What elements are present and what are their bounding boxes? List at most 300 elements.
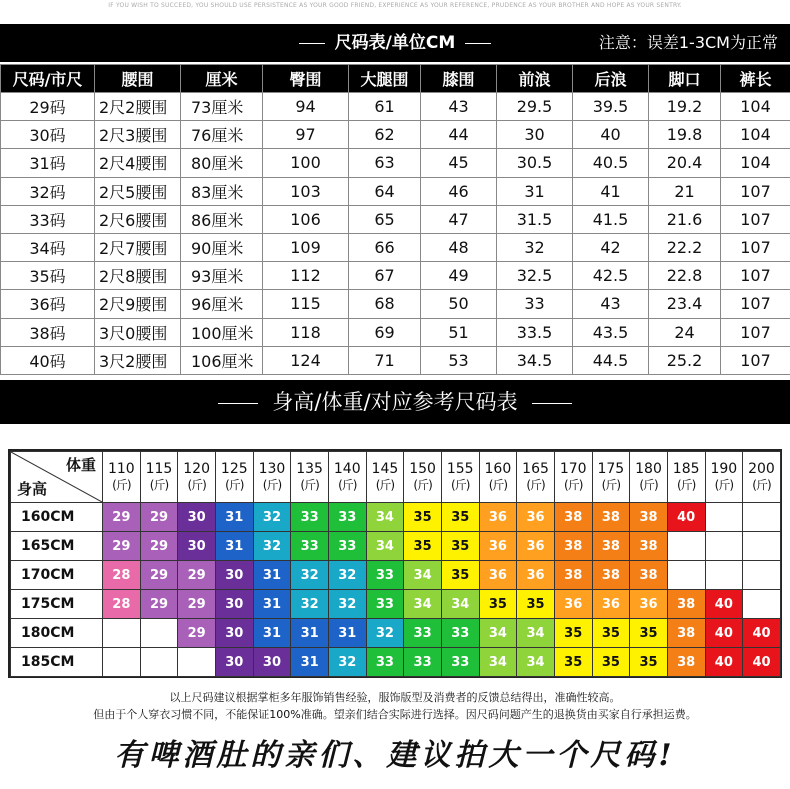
height-row <box>11 590 781 619</box>
size-recommendation-cell: 38 <box>554 532 592 561</box>
top-motto: IF YOU WISH TO SUCCEED, YOU SHOULD USE PERSISTENCE AS YOUR GOOD FRIEND, EXPERIENCE AS YOUR REFERENCE, PRUDENCE AS YOUR BROTHER AND HOPE AS YOUR SENTRY. <box>108 2 682 9</box>
size-cell: 107 <box>721 177 790 205</box>
size-cell: 83厘米 <box>181 177 263 205</box>
size-recommendation-cell: 28 <box>103 561 141 590</box>
size-recommendation-cell: 30 <box>178 503 216 532</box>
size-cell: 30.5 <box>497 149 573 177</box>
weight-header-cell <box>441 452 479 503</box>
height-weight-chart <box>8 449 782 678</box>
size-cell: 124 <box>263 346 349 374</box>
size-recommendation-cell: 31 <box>215 503 253 532</box>
size-recommendation-cell: 35 <box>517 590 555 619</box>
size-row <box>1 318 790 346</box>
size-recommendation-cell: 29 <box>140 503 178 532</box>
size-cell: 44 <box>421 121 497 149</box>
size-cell: 21.6 <box>649 205 721 233</box>
size-cell: 45 <box>421 149 497 177</box>
size-cell: 41 <box>573 177 649 205</box>
size-recommendation-cell: 35 <box>630 619 668 648</box>
corner-cell <box>11 452 103 503</box>
size-cell: 22.8 <box>649 262 721 290</box>
size-recommendation-cell: 36 <box>517 561 555 590</box>
height-label: 170CM <box>11 561 103 590</box>
height-label: 160CM <box>11 503 103 532</box>
size-recommendation-cell <box>103 619 141 648</box>
size-cell: 21 <box>649 177 721 205</box>
size-recommendation-cell: 32 <box>253 503 291 532</box>
size-recommendation-cell: 38 <box>630 503 668 532</box>
size-recommendation-cell: 30 <box>215 590 253 619</box>
size-cell: 100 <box>263 149 349 177</box>
weight-value: 110 <box>107 461 135 477</box>
size-cell: 23.4 <box>649 290 721 318</box>
size-recommendation-cell: 28 <box>103 590 141 619</box>
size-row <box>1 149 790 177</box>
size-cell: 115 <box>263 290 349 318</box>
size-recommendation-cell: 32 <box>328 590 366 619</box>
size-recommendation-cell: 34 <box>479 648 517 677</box>
size-recommendation-cell: 35 <box>441 503 479 532</box>
size-cell: 96厘米 <box>181 290 263 318</box>
weight-unit: (斤) <box>714 478 734 492</box>
weight-value: 130 <box>258 461 286 477</box>
size-cell: 107 <box>721 290 790 318</box>
size-recommendation-cell: 38 <box>554 503 592 532</box>
weight-value: 170 <box>559 461 587 477</box>
weight-header-row <box>11 452 781 503</box>
size-recommendation-cell: 34 <box>517 619 555 648</box>
size-recommendation-cell: 38 <box>554 561 592 590</box>
size-recommendation-cell: 38 <box>630 532 668 561</box>
size-cell: 2尺3腰围 <box>95 121 181 149</box>
size-cell: 94 <box>263 93 349 121</box>
size-cell: 36码 <box>1 290 95 318</box>
size-recommendation-cell: 35 <box>592 619 630 648</box>
size-recommendation-cell <box>140 619 178 648</box>
size-cell: 19.2 <box>649 93 721 121</box>
size-cell: 44.5 <box>573 346 649 374</box>
size-cell: 24 <box>649 318 721 346</box>
size-cell: 66 <box>349 233 421 261</box>
size-header-cell: 臀围 <box>263 65 349 93</box>
size-recommendation-cell <box>743 561 781 590</box>
size-cell: 29.5 <box>497 93 573 121</box>
size-cell: 31 <box>497 177 573 205</box>
size-recommendation-cell: 33 <box>291 532 329 561</box>
weight-unit: (斤) <box>187 478 206 492</box>
size-recommendation-cell: 31 <box>253 561 291 590</box>
size-recommendation-cell: 36 <box>479 503 517 532</box>
size-recommendation-cell: 35 <box>441 532 479 561</box>
size-cell: 68 <box>349 290 421 318</box>
weight-header-cell <box>291 452 329 503</box>
size-recommendation-cell: 35 <box>404 503 442 532</box>
weight-value: 115 <box>145 461 173 477</box>
size-cell: 47 <box>421 205 497 233</box>
size-header-cell: 膝围 <box>421 65 497 93</box>
size-cell: 103 <box>263 177 349 205</box>
weight-unit: (斤) <box>451 478 470 492</box>
weight-header-cell <box>630 452 668 503</box>
size-cell: 34码 <box>1 233 95 261</box>
size-cell: 33.5 <box>497 318 573 346</box>
size-recommendation-cell: 32 <box>328 561 366 590</box>
size-cell: 40 <box>573 121 649 149</box>
size-recommendation-cell: 36 <box>592 590 630 619</box>
size-recommendation-cell <box>743 503 781 532</box>
size-header-cell: 后浪 <box>573 65 649 93</box>
size-recommendation-cell: 34 <box>517 648 555 677</box>
weight-header-cell <box>178 452 216 503</box>
weight-header-cell <box>215 452 253 503</box>
size-row <box>1 205 790 233</box>
size-cell: 90厘米 <box>181 233 263 261</box>
size-cell: 43.5 <box>573 318 649 346</box>
size-recommendation-cell: 35 <box>554 648 592 677</box>
tolerance-note: 注意：误差1-3CM为正常 <box>598 33 778 52</box>
weight-header-cell <box>705 452 743 503</box>
size-recommendation-cell: 34 <box>479 619 517 648</box>
size-header-cell: 腰围 <box>95 65 181 93</box>
size-table <box>0 64 790 375</box>
size-recommendation-cell <box>705 503 743 532</box>
size-cell: 107 <box>721 318 790 346</box>
size-recommendation-cell: 31 <box>328 619 366 648</box>
size-recommendation-cell: 35 <box>479 590 517 619</box>
size-recommendation-cell: 31 <box>291 619 329 648</box>
weight-unit: (斤) <box>262 478 282 492</box>
weight-header-cell <box>592 452 630 503</box>
size-recommendation-cell: 34 <box>404 561 442 590</box>
size-cell: 2尺7腰围 <box>95 233 181 261</box>
weight-header-cell <box>479 452 517 503</box>
weight-value: 190 <box>710 461 738 477</box>
size-table-header <box>1 65 790 93</box>
weight-value: 135 <box>296 461 323 477</box>
weight-header-cell <box>140 452 178 503</box>
size-recommendation-cell: 34 <box>441 590 479 619</box>
weight-header-cell <box>328 452 366 503</box>
size-cell: 53 <box>421 346 497 374</box>
size-recommendation-cell: 30 <box>253 648 291 677</box>
beer-belly-tip: 有啤酒肚的亲们、建议拍大一个尺码! <box>114 738 676 773</box>
weight-header-cell <box>366 452 404 503</box>
size-recommendation-cell: 35 <box>441 561 479 590</box>
size-cell: 112 <box>263 262 349 290</box>
size-header-cell: 大腿围 <box>349 65 421 93</box>
size-recommendation-cell: 33 <box>366 590 404 619</box>
size-recommendation-cell: 38 <box>592 503 630 532</box>
size-recommendation-cell: 35 <box>630 648 668 677</box>
weight-header-cell <box>667 452 705 503</box>
size-recommendation-cell: 38 <box>592 532 630 561</box>
size-cell: 65 <box>349 205 421 233</box>
size-cell: 34.5 <box>497 346 573 374</box>
height-label: 165CM <box>11 532 103 561</box>
size-cell: 46 <box>421 177 497 205</box>
size-cell: 35码 <box>1 262 95 290</box>
weight-value: 140 <box>333 461 361 477</box>
size-cell: 40.5 <box>573 149 649 177</box>
size-cell: 73厘米 <box>181 93 263 121</box>
size-recommendation-cell: 36 <box>479 561 517 590</box>
weight-header-cell <box>743 452 781 503</box>
size-row <box>1 233 790 261</box>
size-chart-title: 尺码表/单位CM <box>334 33 456 53</box>
size-recommendation-cell: 34 <box>366 503 404 532</box>
height-label: 185CM <box>11 648 103 677</box>
size-cell: 3尺2腰围 <box>95 346 181 374</box>
weight-value: 155 <box>446 461 474 477</box>
weight-header-cell <box>103 452 141 503</box>
height-weight-title: 身高/体重/对应参考尺码表 <box>272 390 518 414</box>
size-recommendation-cell <box>178 648 216 677</box>
size-recommendation-cell: 32 <box>291 590 329 619</box>
height-row <box>11 619 781 648</box>
weight-header-cell <box>404 452 442 503</box>
size-recommendation-cell: 36 <box>554 590 592 619</box>
footer-note-1: 以上尺码建议根据掌柜多年服饰销售经验，服饰版型及消费者的反馈总结得出，准确性较高。 <box>169 691 621 704</box>
weight-unit: (斤) <box>488 478 508 492</box>
size-recommendation-cell: 30 <box>215 648 253 677</box>
size-cell: 63 <box>349 149 421 177</box>
size-cell: 106 <box>263 205 349 233</box>
size-recommendation-cell <box>667 532 705 561</box>
size-recommendation-cell: 29 <box>178 590 216 619</box>
size-recommendation-cell: 38 <box>667 590 705 619</box>
size-cell: 30码 <box>1 121 95 149</box>
size-recommendation-cell: 33 <box>404 648 442 677</box>
size-recommendation-cell <box>140 648 178 677</box>
size-cell: 20.4 <box>649 149 721 177</box>
weight-unit: (斤) <box>112 478 131 492</box>
size-recommendation-cell: 33 <box>366 648 404 677</box>
size-recommendation-cell: 33 <box>441 619 479 648</box>
size-recommendation-cell: 36 <box>479 532 517 561</box>
weight-unit: (斤) <box>676 478 696 492</box>
size-recommendation-cell: 32 <box>253 532 291 561</box>
size-cell: 80厘米 <box>181 149 263 177</box>
size-recommendation-cell: 29 <box>178 561 216 590</box>
height-weight-table <box>10 451 781 677</box>
size-cell: 67 <box>349 262 421 290</box>
weight-value: 185 <box>672 461 700 477</box>
weight-unit: (斤) <box>225 478 244 492</box>
weight-header-cell <box>554 452 592 503</box>
size-cell: 107 <box>721 205 790 233</box>
size-cell: 39.5 <box>573 93 649 121</box>
weight-value: 145 <box>371 461 399 477</box>
size-recommendation-cell <box>743 590 781 619</box>
size-cell: 107 <box>721 233 790 261</box>
size-recommendation-cell: 34 <box>366 532 404 561</box>
size-recommendation-cell: 31 <box>291 648 329 677</box>
weight-unit: (斤) <box>752 478 771 492</box>
size-cell: 69 <box>349 318 421 346</box>
size-cell: 31码 <box>1 149 95 177</box>
weight-unit: (斤) <box>601 478 621 492</box>
size-recommendation-cell: 32 <box>328 648 366 677</box>
size-header-cell: 前浪 <box>497 65 573 93</box>
size-recommendation-cell: 29 <box>103 503 141 532</box>
size-recommendation-cell: 40 <box>705 590 743 619</box>
size-recommendation-cell: 29 <box>140 532 178 561</box>
footer-note-2: 但由于个人穿衣习惯不同，不能保证100%准确。望亲们结合实际进行选择。因尺码问题产生的退换货由买家自行承担运费。 <box>93 708 697 721</box>
size-cell: 118 <box>263 318 349 346</box>
weight-unit: (斤) <box>149 478 169 492</box>
size-header-cell: 脚口 <box>649 65 721 93</box>
size-recommendation-cell: 31 <box>253 590 291 619</box>
weight-value: 165 <box>522 461 549 477</box>
weight-unit: (斤) <box>639 478 658 492</box>
size-recommendation-cell: 40 <box>705 648 743 677</box>
size-cell: 43 <box>573 290 649 318</box>
height-label: 180CM <box>11 619 103 648</box>
size-row <box>1 290 790 318</box>
size-cell: 50 <box>421 290 497 318</box>
size-cell: 42 <box>573 233 649 261</box>
size-recommendation-cell: 38 <box>630 561 668 590</box>
size-recommendation-cell: 29 <box>140 590 178 619</box>
size-cell: 62 <box>349 121 421 149</box>
size-cell: 19.8 <box>649 121 721 149</box>
size-recommendation-cell: 40 <box>743 648 781 677</box>
size-cell: 33 <box>497 290 573 318</box>
size-recommendation-cell: 30 <box>215 619 253 648</box>
size-cell: 48 <box>421 233 497 261</box>
size-cell: 61 <box>349 93 421 121</box>
size-recommendation-cell: 29 <box>103 532 141 561</box>
size-cell: 2尺5腰围 <box>95 177 181 205</box>
size-recommendation-cell: 35 <box>554 619 592 648</box>
size-cell: 109 <box>263 233 349 261</box>
size-recommendation-cell: 31 <box>215 532 253 561</box>
size-cell: 40码 <box>1 346 95 374</box>
size-cell: 49 <box>421 262 497 290</box>
size-cell: 38码 <box>1 318 95 346</box>
size-recommendation-cell: 33 <box>328 503 366 532</box>
size-cell: 106厘米 <box>181 346 263 374</box>
weight-unit: (斤) <box>375 478 395 492</box>
size-cell: 25.2 <box>649 346 721 374</box>
size-row <box>1 346 790 374</box>
size-recommendation-cell: 33 <box>441 648 479 677</box>
size-cell: 31.5 <box>497 205 573 233</box>
height-row <box>11 561 781 590</box>
size-cell: 43 <box>421 93 497 121</box>
weight-unit: (斤) <box>338 478 357 492</box>
size-header-cell: 裤长 <box>721 65 790 93</box>
size-cell: 41.5 <box>573 205 649 233</box>
size-recommendation-cell: 32 <box>291 561 329 590</box>
size-recommendation-cell <box>705 561 743 590</box>
size-cell: 64 <box>349 177 421 205</box>
size-cell: 2尺2腰围 <box>95 93 181 121</box>
size-cell: 100厘米 <box>181 318 263 346</box>
size-recommendation-cell: 38 <box>592 561 630 590</box>
weight-value: 120 <box>183 461 210 477</box>
height-axis-label: 身高 <box>17 480 48 498</box>
size-cell: 33码 <box>1 205 95 233</box>
size-recommendation-cell: 29 <box>178 619 216 648</box>
height-row <box>11 503 781 532</box>
size-cell: 97 <box>263 121 349 149</box>
size-recommendation-cell: 33 <box>404 619 442 648</box>
weight-value: 175 <box>597 461 625 477</box>
size-chart-header <box>0 24 790 62</box>
weight-header-cell <box>517 452 555 503</box>
size-cell: 42.5 <box>573 262 649 290</box>
size-cell: 2尺6腰围 <box>95 205 181 233</box>
size-recommendation-cell: 31 <box>253 619 291 648</box>
size-recommendation-cell: 33 <box>366 561 404 590</box>
weight-value: 125 <box>220 461 248 477</box>
size-cell: 3尺0腰围 <box>95 318 181 346</box>
size-cell: 107 <box>721 262 790 290</box>
size-cell: 51 <box>421 318 497 346</box>
size-recommendation-cell <box>667 561 705 590</box>
weight-unit: (斤) <box>564 478 583 492</box>
size-recommendation-cell: 32 <box>366 619 404 648</box>
size-recommendation-cell: 40 <box>705 619 743 648</box>
height-row <box>11 648 781 677</box>
weight-axis-label: 体重 <box>65 456 96 474</box>
size-row <box>1 93 790 121</box>
size-recommendation-cell: 36 <box>517 532 555 561</box>
size-recommendation-cell: 34 <box>404 590 442 619</box>
height-row <box>11 532 781 561</box>
size-cell: 32 <box>497 233 573 261</box>
size-recommendation-cell: 33 <box>291 503 329 532</box>
weight-unit: (斤) <box>300 478 319 492</box>
size-recommendation-cell: 35 <box>592 648 630 677</box>
weight-unit: (斤) <box>526 478 545 492</box>
size-cell: 2尺4腰围 <box>95 149 181 177</box>
size-recommendation-cell: 36 <box>630 590 668 619</box>
size-recommendation-cell: 40 <box>743 619 781 648</box>
size-recommendation-cell: 30 <box>178 532 216 561</box>
size-recommendation-cell: 35 <box>404 532 442 561</box>
weight-value: 200 <box>748 461 775 477</box>
size-row <box>1 262 790 290</box>
size-cell: 29码 <box>1 93 95 121</box>
size-recommendation-cell <box>103 648 141 677</box>
size-cell: 104 <box>721 93 790 121</box>
size-cell: 104 <box>721 121 790 149</box>
size-cell: 22.2 <box>649 233 721 261</box>
size-cell: 2尺9腰围 <box>95 290 181 318</box>
weight-value: 180 <box>635 461 662 477</box>
size-recommendation-cell: 30 <box>215 561 253 590</box>
size-header-cell: 厘米 <box>181 65 263 93</box>
size-cell: 71 <box>349 346 421 374</box>
size-recommendation-cell: 29 <box>140 561 178 590</box>
size-recommendation-cell <box>743 532 781 561</box>
size-row <box>1 121 790 149</box>
size-cell: 32.5 <box>497 262 573 290</box>
size-cell: 93厘米 <box>181 262 263 290</box>
size-recommendation-cell <box>705 532 743 561</box>
size-cell: 30 <box>497 121 573 149</box>
size-recommendation-cell: 38 <box>667 648 705 677</box>
size-recommendation-cell: 33 <box>328 532 366 561</box>
size-recommendation-cell: 40 <box>667 503 705 532</box>
weight-value: 150 <box>409 461 436 477</box>
weight-header-cell <box>253 452 291 503</box>
size-recommendation-cell: 36 <box>517 503 555 532</box>
size-cell: 32码 <box>1 177 95 205</box>
size-cell: 86厘米 <box>181 205 263 233</box>
